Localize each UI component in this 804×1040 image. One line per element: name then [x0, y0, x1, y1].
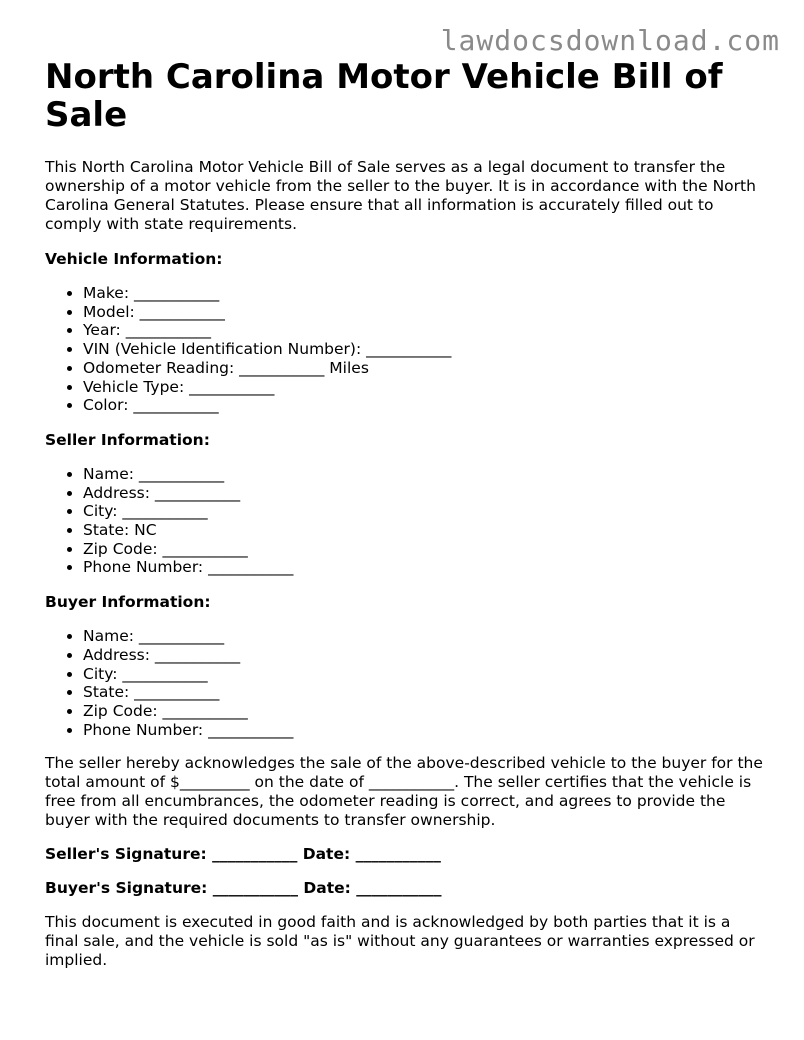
seller-city-field: • City: ___________ — [83, 502, 765, 521]
document-body — [45, 58, 765, 970]
vehicle-make-field: • Make: ___________ — [83, 284, 765, 303]
vehicle-info-list — [45, 284, 765, 415]
vehicle-color-field: • Color: ___________ — [83, 396, 765, 415]
vehicle-model-field: • Model: ___________ — [83, 303, 765, 322]
buyer-info-list — [45, 627, 765, 739]
seller-info-list — [45, 465, 765, 577]
seller-section-heading: Seller Information: — [45, 430, 210, 449]
buyer-section-heading: Buyer Information: — [45, 593, 211, 612]
buyer-name-field: • Name: ___________ — [83, 627, 765, 646]
seller-signature-line: Seller's Signature: ___________ Date: ___________ — [45, 845, 441, 864]
seller-zip-field: • Zip Code: ___________ — [83, 540, 765, 559]
vehicle-vin-field: • VIN (Vehicle Identification Number): ___________ — [83, 340, 765, 359]
vehicle-year-field: • Year: ___________ — [83, 321, 765, 340]
buyer-address-field: • Address: ___________ — [83, 646, 765, 665]
closing-paragraph: This document is executed in good faith and is acknowledged by both parties that it is a final sale, and the vehicle is sold "as is" without any guarantees or warranties expressed or implied. — [45, 913, 755, 970]
vehicle-type-field: • Vehicle Type: ___________ — [83, 378, 765, 397]
vehicle-odometer-field: • Odometer Reading: ___________ Miles — [83, 359, 765, 378]
seller-phone-field: • Phone Number: ___________ — [83, 558, 765, 577]
intro-paragraph: This North Carolina Motor Vehicle Bill of Sale serves as a legal document to transfer the ownership of a motor vehicle from the seller to the buyer. It is in accordance with the North Carolina General Statutes. Please ensure that all information is accurately filled out to comply with state requirements. — [45, 158, 756, 233]
vehicle-section-heading: Vehicle Information: — [45, 250, 223, 268]
buyer-zip-field: • Zip Code: ___________ — [83, 702, 765, 721]
page-title: North Carolina Motor Vehicle Bill of Sale — [45, 57, 723, 135]
acknowledgement-paragraph: The seller hereby acknowledges the sale of the above-described vehicle to the buyer for the total amount of $_________ on the date of ___________. The seller certifies that the vehicle is free from all encumbrances, the odometer reading is correct, and agrees to provide the buyer with the required documents to transfer ownership. — [45, 754, 763, 830]
buyer-city-field: • City: ___________ — [83, 665, 765, 684]
seller-name-field: • Name: ___________ — [83, 465, 765, 484]
buyer-phone-field: • Phone Number: ___________ — [83, 721, 765, 740]
seller-address-field: • Address: ___________ — [83, 484, 765, 503]
watermark: lawdocsdownload.com — [440, 24, 780, 57]
buyer-state-field: • State: ___________ — [83, 683, 765, 702]
seller-state-field: • State: NC — [83, 521, 765, 540]
buyer-signature-line: Buyer's Signature: ___________ Date: ___________ — [45, 879, 442, 898]
